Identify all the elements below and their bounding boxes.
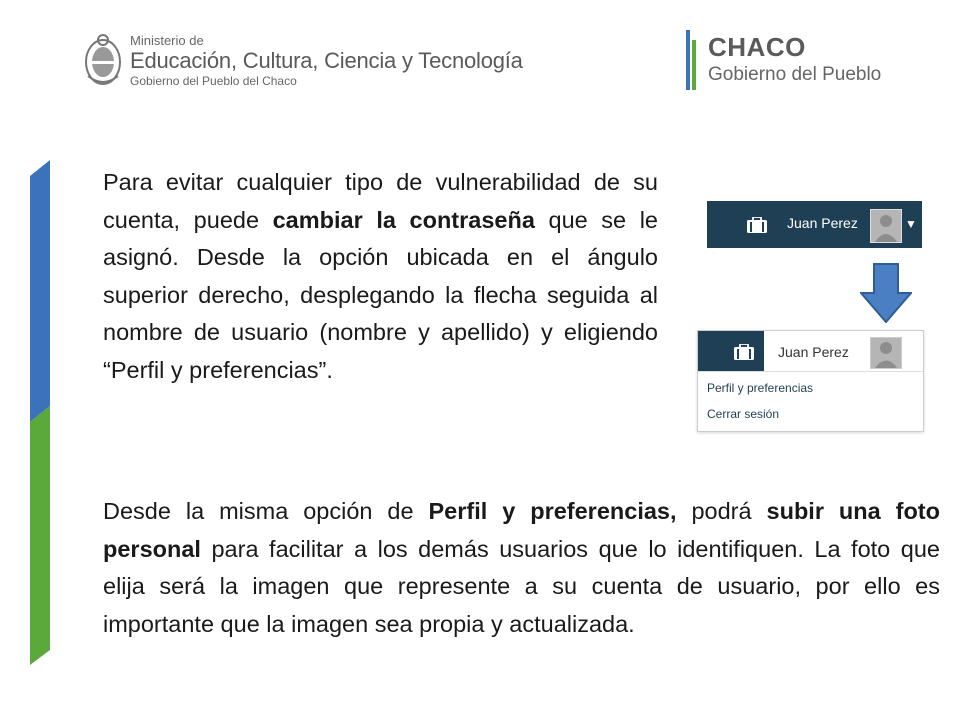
ministry-logo — [82, 28, 542, 98]
para2-part1: Desde la misma opción de — [103, 498, 429, 524]
menu-item-profile[interactable]: Perfil y preferencias — [707, 381, 814, 395]
chevron-down-icon[interactable]: ▼ — [905, 217, 917, 231]
paragraph-profile-photo — [103, 493, 940, 643]
ministry-line3: Gobierno del Pueblo del Chaco — [130, 74, 297, 88]
chaco-bar-green — [692, 40, 696, 90]
dropdown-divider — [698, 371, 923, 372]
avatar-icon[interactable] — [870, 209, 902, 243]
ministry-text — [130, 34, 523, 88]
username[interactable]: Juan Perez — [787, 215, 858, 231]
para2-bold2: subir una foto personal — [103, 498, 940, 562]
para1-bold1: cambiar la contraseña — [272, 206, 535, 233]
para2-part2: podrá — [676, 498, 767, 524]
user-dropdown-screenshot — [697, 330, 924, 432]
avatar-icon[interactable] — [870, 337, 902, 369]
chaco-title: CHACO — [708, 32, 806, 62]
menu-item-logout[interactable]: Cerrar sesión — [707, 407, 780, 421]
chaco-logo — [686, 30, 886, 94]
chaco-bar-blue — [686, 30, 690, 90]
user-bar-dark — [698, 331, 764, 371]
ministry-line2: Educación, Cultura, Ciencia y Tecnología — [130, 48, 523, 73]
ministry-line1: Ministerio de — [130, 33, 204, 48]
para1-part2: que se le asignó. Desde la opción ubicada en el ángulo superior derecho, desplegando la flecha seguida al nombre de usuario (nombre y apellido) y eligiendo “Perfil y preferencias”. — [103, 206, 658, 383]
user-bar-screenshot — [707, 201, 922, 248]
accent-stripe — [30, 160, 50, 665]
para2-bold1: Perfil y preferencias, — [428, 498, 677, 524]
para2-part3: para facilitar a los demás usuarios que lo identifiquen. La foto que elija será la imagen que represente a su cuenta de usuario, por ello es importante que la imagen sea propia y actualizada. — [103, 535, 940, 637]
briefcase-icon — [734, 344, 754, 360]
seal-icon — [82, 32, 124, 90]
para1-part1: Para evitar cualquier tipo de vulnerabilidad de su cuenta, puede — [103, 169, 658, 233]
chaco-subtitle: Gobierno del Pueblo — [708, 64, 882, 85]
briefcase-icon — [747, 217, 767, 233]
paragraph-change-password — [103, 164, 658, 389]
username[interactable]: Juan Perez — [778, 344, 849, 360]
down-arrow-icon — [860, 263, 912, 323]
header — [0, 0, 960, 110]
